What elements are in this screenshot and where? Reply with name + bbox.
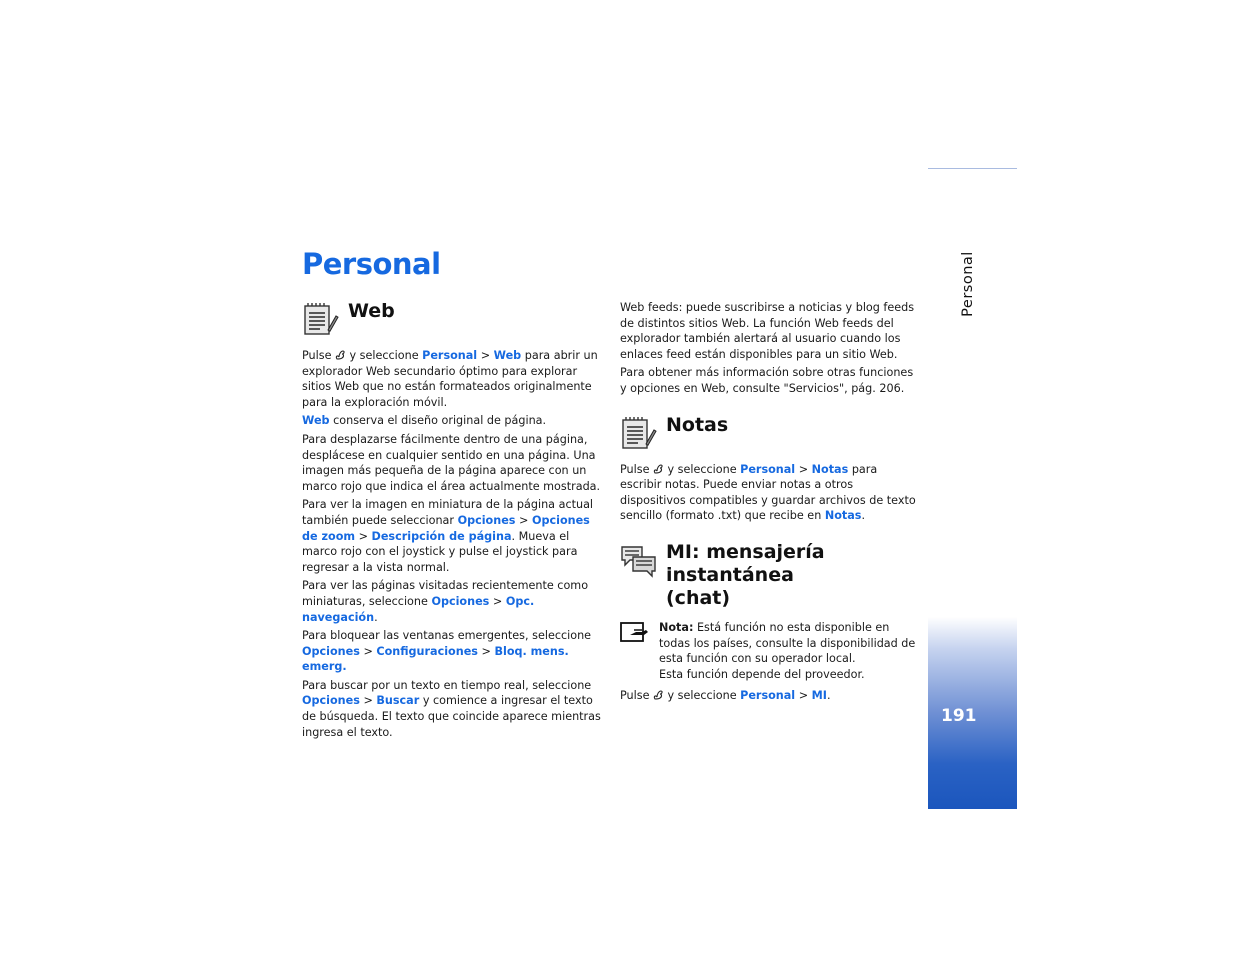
web-section-header	[302, 300, 602, 338]
web-paragraph-3: Para desplazarse fácilmente dentro de una página, desplácese en cualquier sentido en una página. Una imagen más pequeña de la página aparece con un marco rojo que indica el área actualmente mostrada.	[302, 432, 601, 493]
mi-heading: MI: mensajería instantánea (chat)	[666, 540, 825, 609]
notepad-icon	[620, 414, 658, 452]
link-opciones-de-zoom[interactable]: Opciones de zoom	[302, 513, 590, 543]
link-bloq-mens-emerg[interactable]: Bloq. mens. emerg.	[302, 644, 569, 674]
link-opciones-2[interactable]: Opciones	[431, 594, 490, 608]
link-web-2[interactable]: Web	[302, 414, 330, 428]
link-personal-notas[interactable]: Personal	[740, 462, 796, 476]
web-paragraph-5: Para ver las páginas visitadas recientemente como miniaturas, seleccione Opciones > Opc. navegación.	[302, 579, 589, 624]
notepad-icon	[302, 300, 340, 338]
page-number: 191	[941, 706, 977, 726]
page-title: Personal	[302, 247, 441, 281]
link-notas-2[interactable]: Notas	[824, 509, 862, 523]
menu-key-icon	[334, 349, 346, 361]
notas-section-header	[620, 414, 920, 452]
link-web[interactable]: Web	[493, 349, 522, 362]
web-paragraph-6: Para bloquear las ventanas emergentes, seleccione Opciones > Configuraciones > Bloq. mens. emerg.	[302, 629, 592, 674]
mi-paragraph: Pulse y seleccione Personal > MI.	[620, 689, 831, 703]
link-opciones-4[interactable]: Opciones	[302, 694, 360, 708]
menu-key-icon	[652, 463, 664, 475]
sidebar-label: Personal	[960, 251, 976, 317]
link-opc-navegacion[interactable]: Opc. navegación	[302, 594, 535, 624]
link-opciones[interactable]: Opciones	[457, 513, 516, 527]
link-buscar[interactable]: Buscar	[376, 694, 420, 708]
link-personal[interactable]: Personal	[422, 349, 478, 362]
web-paragraph-7: Para buscar por un texto en tiempo real, seleccione Opciones > Buscar y comience a ingresar el texto de búsqueda. El texto que coincide aparece mientras ingresa el texto.	[302, 678, 601, 739]
webfeeds-paragraph: Web feeds: puede suscribirse a noticias y blog feeds de distintos sitios Web. La función Web feeds del explorador también alertará al usuario cuando los enlaces feed están disponibles para un sitio Web.	[620, 301, 915, 361]
web-paragraph-2: Web conserva el diseño original de página.	[302, 414, 547, 428]
chat-bubbles-icon	[620, 541, 658, 579]
menu-key-icon	[652, 689, 664, 701]
more-info-paragraph: Para obtener más información sobre otras funciones y opciones en Web, consulte "Servicios", pág. 206.	[620, 366, 914, 395]
link-mi[interactable]: MI	[811, 689, 827, 703]
link-personal-mi[interactable]: Personal	[740, 689, 796, 703]
link-descripcion-de-pagina[interactable]: Descripción de página	[371, 529, 512, 543]
note-text: Nota: Está función no esta disponible en todas los países, consulte la disponibilidad de esta función con su operador local. Esta función depende del proveedor.	[659, 620, 916, 681]
note-hand-icon	[620, 621, 650, 643]
link-opciones-3[interactable]: Opciones	[302, 644, 360, 658]
notas-paragraph: Pulse y seleccione Personal > Notas para escribir notas. Puede enviar notas a otros dispositivos compatibles y guardar archivos de texto sencillo (formato .txt) que recibe en Notas.	[620, 462, 916, 523]
web-paragraph-1: Pulse y seleccione Personal > Web para abrir un explorador Web secundario óptimo para explorar sitios Web que no están formateados originalmente para la exploración móvil.	[302, 349, 598, 409]
link-configuraciones[interactable]: Configuraciones	[376, 644, 478, 658]
sidebar-top-line	[928, 168, 1017, 169]
note-box	[620, 620, 920, 682]
left-column	[302, 300, 602, 743]
web-heading: Web	[348, 300, 395, 322]
notas-heading: Notas	[666, 413, 729, 436]
right-column	[620, 300, 920, 707]
mi-section-header	[620, 541, 920, 610]
link-notas[interactable]: Notas	[811, 462, 849, 476]
web-paragraph-4: Para ver la imagen en miniatura de la página actual también puede seleccionar Opciones > Opciones de zoom > Descripción de página. Mueva el marco rojo con el joystick y pulse el joystick para regresar a la vista normal.	[302, 498, 594, 574]
